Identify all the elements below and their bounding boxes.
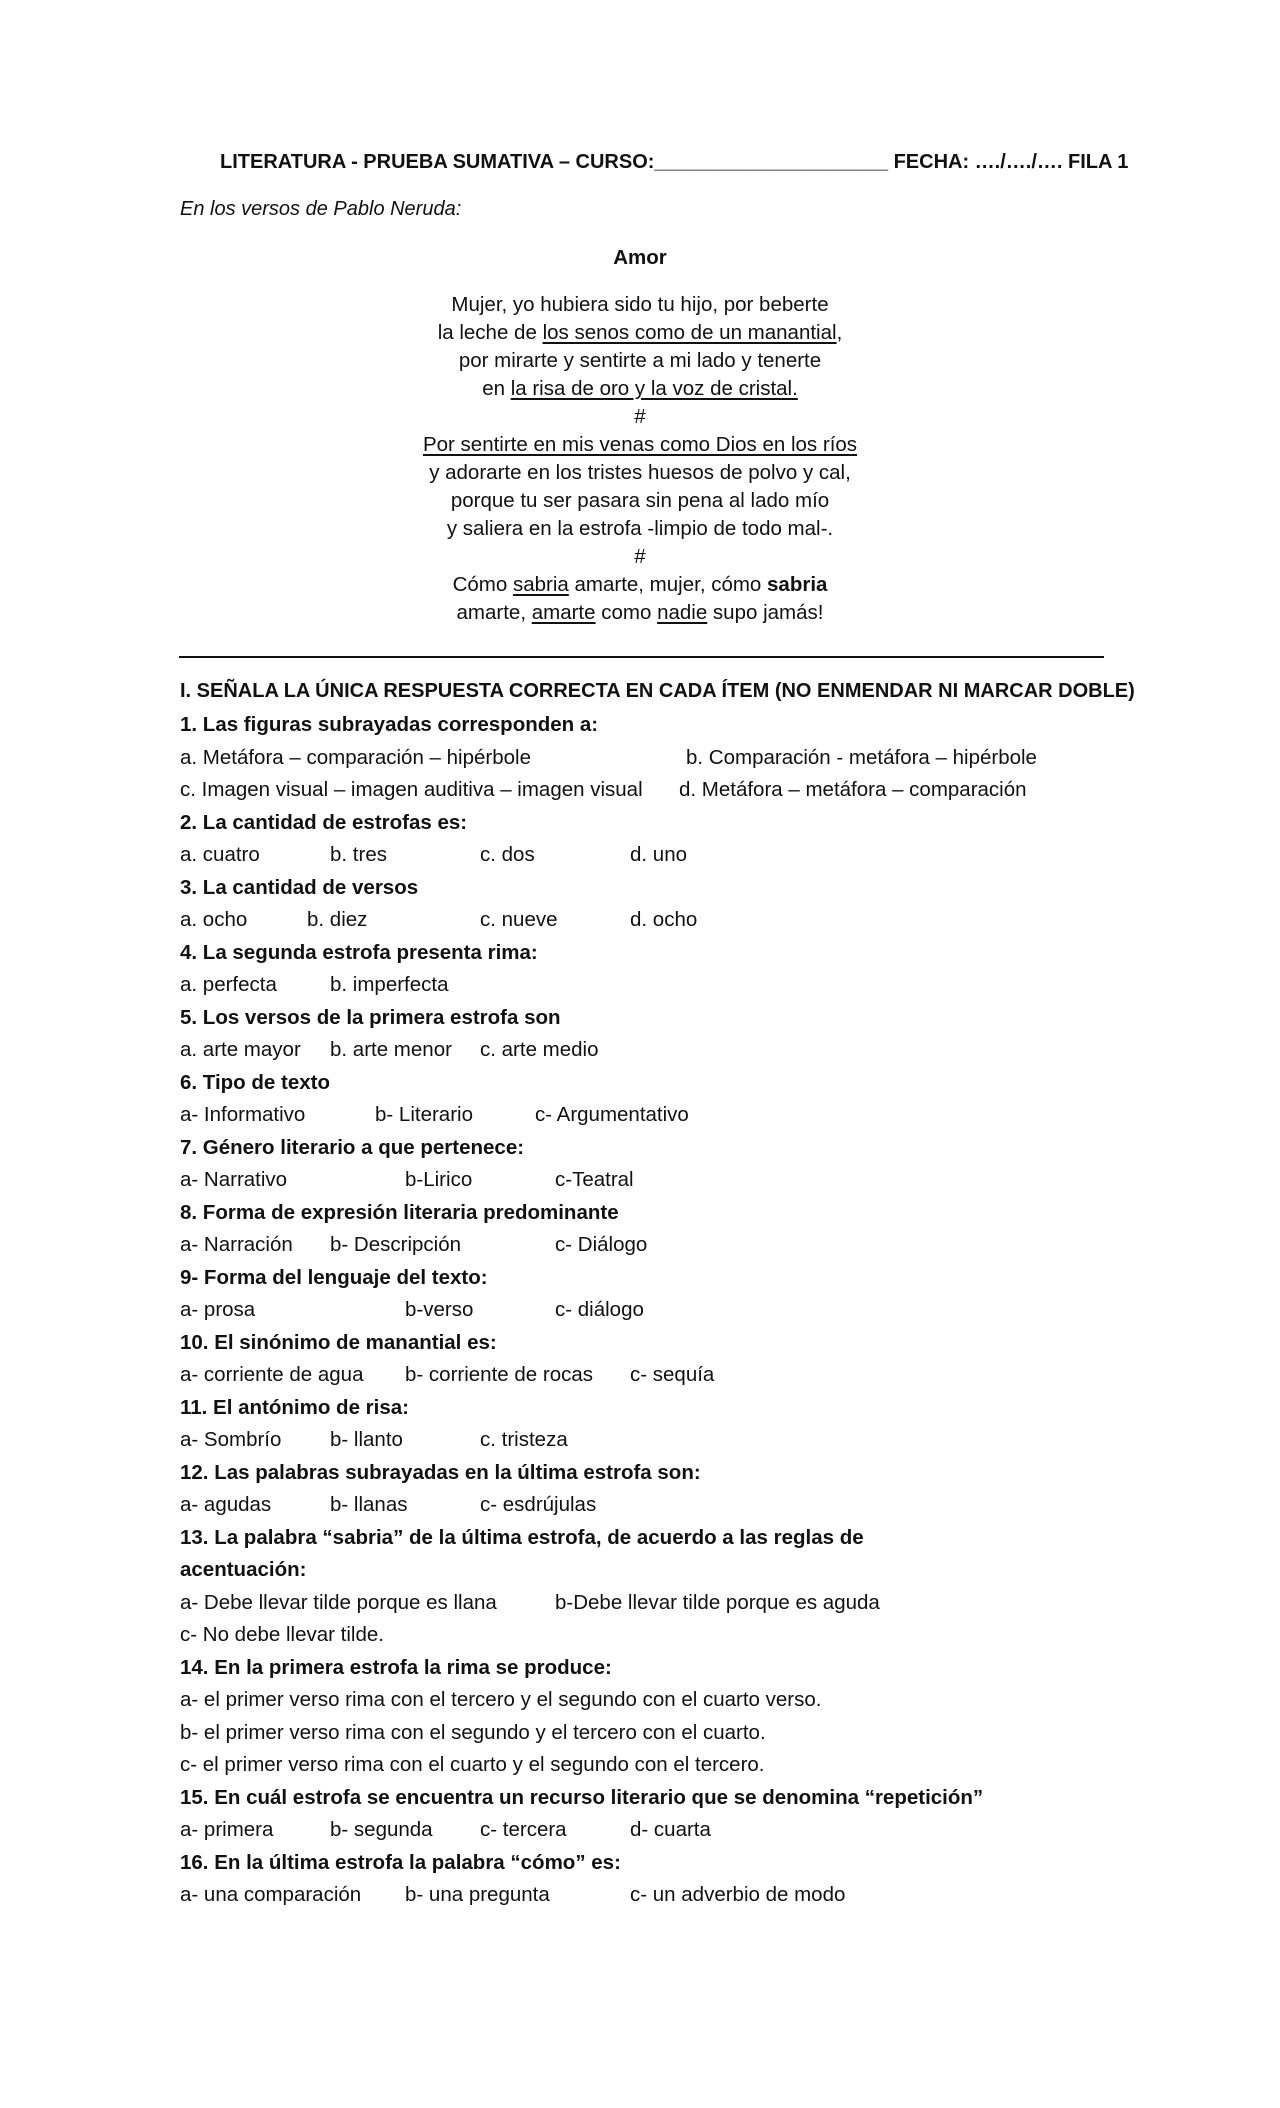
question-text: 2. La cantidad de estrofas es: bbox=[180, 810, 468, 834]
question-list bbox=[180, 709, 1110, 1912]
answer-option[interactable]: a- Debe llevar tilde porque es llana bbox=[180, 1590, 497, 1614]
section-title: I. SEÑALA LA ÚNICA RESPUESTA CORRECTA EN CADA ÍTEM (NO ENMENDAR NI MARCAR DOBLE) bbox=[180, 680, 1135, 702]
poem-verse: por mirarte y sentirte a mi lado y tenerte bbox=[458, 349, 822, 372]
answer-option[interactable]: c- No debe llevar tilde. bbox=[180, 1623, 384, 1646]
answer-option[interactable]: c- el primer verso rima con el cuarto y el segundo con el tercero. bbox=[180, 1753, 765, 1776]
answer-option[interactable]: a- Sombrío bbox=[180, 1428, 282, 1451]
poem-verse bbox=[0, 431, 1280, 459]
poem bbox=[0, 244, 1280, 627]
answer-option[interactable]: c- Argumentativo bbox=[535, 1103, 689, 1126]
question-text: 5. Los versos de la primera estrofa son bbox=[180, 1005, 561, 1029]
answer-options-row bbox=[180, 1619, 1110, 1652]
answer-option[interactable]: b-Debe llevar tilde porque es aguda bbox=[555, 1590, 880, 1614]
poem-verse: en la risa de oro y la voz de cristal. bbox=[482, 377, 798, 400]
answer-options-row bbox=[180, 1749, 1110, 1782]
answer-options-row bbox=[180, 1164, 1110, 1197]
answer-option[interactable]: c-Teatral bbox=[555, 1168, 634, 1191]
answer-options-row bbox=[180, 1684, 1110, 1717]
answer-option[interactable]: b. arte menor bbox=[330, 1038, 452, 1061]
underlined-word: sabria bbox=[512, 573, 569, 596]
poem-verse: y saliera en la estrofa -limpio de todo mal-. bbox=[446, 517, 834, 540]
answer-option[interactable]: d. uno bbox=[630, 843, 687, 866]
underlined-figure: los senos como de un manantial bbox=[542, 321, 837, 344]
question-text: 6. Tipo de texto bbox=[180, 1070, 330, 1094]
answer-option[interactable]: a. Metáfora – comparación – hipérbole bbox=[180, 745, 531, 769]
answer-option[interactable]: a- Informativo bbox=[180, 1103, 306, 1126]
poem-verse: y adorarte en los tristes huesos de polvo y cal, bbox=[429, 461, 851, 484]
answer-option[interactable]: a. arte mayor bbox=[180, 1038, 301, 1061]
answer-option[interactable]: a- primera bbox=[180, 1818, 274, 1841]
answer-option[interactable]: c- un adverbio de modo bbox=[630, 1883, 846, 1906]
answer-option[interactable]: b- llanto bbox=[330, 1428, 403, 1451]
question-text: 10. El sinónimo de manantial es: bbox=[180, 1330, 497, 1354]
answer-option[interactable]: c- sequía bbox=[630, 1363, 715, 1386]
underlined-figure: Por sentirte en mis venas como Dios en los ríos bbox=[422, 433, 858, 456]
question-text: 12. Las palabras subrayadas en la última estrofa son: bbox=[180, 1460, 701, 1484]
answer-options-row bbox=[180, 1034, 1110, 1067]
question-text: acentuación: bbox=[180, 1558, 307, 1581]
answer-options-row bbox=[180, 1294, 1110, 1327]
answer-option[interactable]: b- llanas bbox=[330, 1493, 408, 1516]
answer-options-row bbox=[180, 969, 1110, 1002]
answer-option[interactable]: a- prosa bbox=[180, 1298, 256, 1321]
answer-option[interactable]: d- cuarta bbox=[630, 1818, 711, 1841]
answer-option[interactable]: b. Comparación - metáfora – hipérbole bbox=[686, 745, 1037, 769]
answer-options-row bbox=[180, 1424, 1110, 1457]
answer-options-row bbox=[180, 1229, 1110, 1262]
underlined-figure: la risa de oro y la voz de cristal. bbox=[510, 377, 798, 400]
answer-option[interactable]: c. dos bbox=[480, 843, 535, 866]
exam-header: LITERATURA - PRUEBA SUMATIVA – CURSO:_____________________ FECHA: …./…./…. FILA 1 bbox=[220, 151, 1129, 173]
poem-verse: porque tu ser pasara sin pena al lado mío bbox=[450, 489, 830, 512]
answer-option[interactable]: d. Metáfora – metáfora – comparación bbox=[679, 778, 1027, 801]
answer-option[interactable]: b. diez bbox=[307, 908, 368, 931]
poem-verse: amarte, amarte como nadie supo jamás! bbox=[456, 601, 824, 624]
answer-options-row bbox=[180, 742, 1110, 775]
answer-option[interactable]: b- Descripción bbox=[330, 1233, 462, 1256]
question-text: 16. En la última estrofa la palabra “cómo” es: bbox=[180, 1850, 621, 1874]
stanza-separator: # bbox=[634, 545, 646, 568]
answer-options-row bbox=[180, 1099, 1110, 1132]
answer-option[interactable]: c. tristeza bbox=[480, 1428, 568, 1451]
bold-word: sabria bbox=[767, 573, 828, 596]
stanza-separator: # bbox=[634, 405, 646, 428]
poem-verse: la leche de los senos como de un manantial, bbox=[437, 321, 843, 344]
answer-option[interactable]: b- Literario bbox=[375, 1103, 473, 1126]
answer-option[interactable]: b-verso bbox=[405, 1298, 474, 1321]
question-text: 14. En la primera estrofa la rima se produce: bbox=[180, 1655, 612, 1679]
answer-option[interactable]: b. imperfecta bbox=[330, 973, 449, 996]
answer-option[interactable]: b- segunda bbox=[330, 1818, 433, 1841]
answer-option[interactable]: b. tres bbox=[330, 843, 387, 866]
underlined-word: nadie bbox=[657, 601, 708, 624]
answer-option[interactable]: c. Imagen visual – imagen auditiva – imagen visual bbox=[180, 778, 643, 801]
answer-options-row bbox=[180, 1359, 1110, 1392]
answer-options-row bbox=[180, 774, 1110, 807]
answer-options-row bbox=[180, 1717, 1110, 1750]
answer-option[interactable]: c. nueve bbox=[480, 908, 558, 931]
answer-option[interactable]: b- una pregunta bbox=[405, 1883, 550, 1906]
answer-options-row bbox=[180, 1489, 1110, 1522]
question-text: 3. La cantidad de versos bbox=[180, 875, 419, 899]
question-text: 15. En cuál estrofa se encuentra un recurso literario que se denomina “repetición” bbox=[180, 1785, 984, 1809]
horizontal-divider bbox=[179, 656, 1104, 658]
answer-option[interactable]: a. cuatro bbox=[180, 843, 260, 866]
question-text: 11. El antónimo de risa: bbox=[180, 1395, 409, 1419]
poem-title: Amor bbox=[613, 246, 667, 269]
answer-options-row bbox=[180, 904, 1110, 937]
answer-option[interactable]: b-Lirico bbox=[405, 1168, 473, 1191]
answer-option[interactable]: c- esdrújulas bbox=[480, 1493, 597, 1516]
question-text: 7. Género literario a que pertenece: bbox=[180, 1135, 525, 1159]
answer-option[interactable]: a- agudas bbox=[180, 1493, 272, 1516]
poem-verse: Cómo sabria amarte, mujer, cómo sabria bbox=[452, 573, 828, 596]
answer-option[interactable]: a- corriente de agua bbox=[180, 1363, 364, 1386]
answer-option[interactable]: b- corriente de rocas bbox=[405, 1363, 594, 1386]
poem-verse: Mujer, yo hubiera sido tu hijo, por beberte bbox=[451, 293, 829, 316]
answer-option[interactable]: a. perfecta bbox=[180, 973, 277, 996]
answer-option[interactable]: a- el primer verso rima con el tercero y el segundo con el cuarto verso. bbox=[180, 1688, 822, 1711]
answer-option[interactable]: c- diálogo bbox=[555, 1298, 644, 1321]
underlined-word: amarte bbox=[531, 601, 596, 624]
intro-text: En los versos de Pablo Neruda: bbox=[180, 198, 462, 220]
question-text: 9- Forma del lenguaje del texto: bbox=[180, 1265, 488, 1289]
answer-option[interactable]: c. arte medio bbox=[480, 1038, 599, 1061]
answer-option[interactable]: a- Narrativo bbox=[180, 1168, 288, 1191]
question-text: 1. Las figuras subrayadas corresponden a: bbox=[180, 713, 599, 736]
answer-option[interactable]: a. ocho bbox=[180, 908, 248, 931]
answer-option[interactable]: c- Diálogo bbox=[555, 1233, 648, 1256]
answer-option[interactable]: c- tercera bbox=[480, 1818, 567, 1841]
answer-options-row bbox=[180, 839, 1110, 872]
answer-option[interactable]: b- el primer verso rima con el segundo y el tercero con el cuarto. bbox=[180, 1720, 766, 1744]
question-text: 8. Forma de expresión literaria predominante bbox=[180, 1200, 619, 1224]
answer-options-row bbox=[180, 1587, 1110, 1620]
question-text: 13. La palabra “sabria” de la última estrofa, de acuerdo a las reglas de bbox=[180, 1525, 864, 1549]
answer-option[interactable]: a- Narración bbox=[180, 1233, 293, 1256]
answer-options-row bbox=[180, 1814, 1110, 1847]
question-text: 4. La segunda estrofa presenta rima: bbox=[180, 940, 538, 964]
answer-option[interactable]: a- una comparación bbox=[180, 1883, 362, 1906]
answer-options-row bbox=[180, 1879, 1110, 1912]
answer-option[interactable]: d. ocho bbox=[630, 908, 698, 931]
